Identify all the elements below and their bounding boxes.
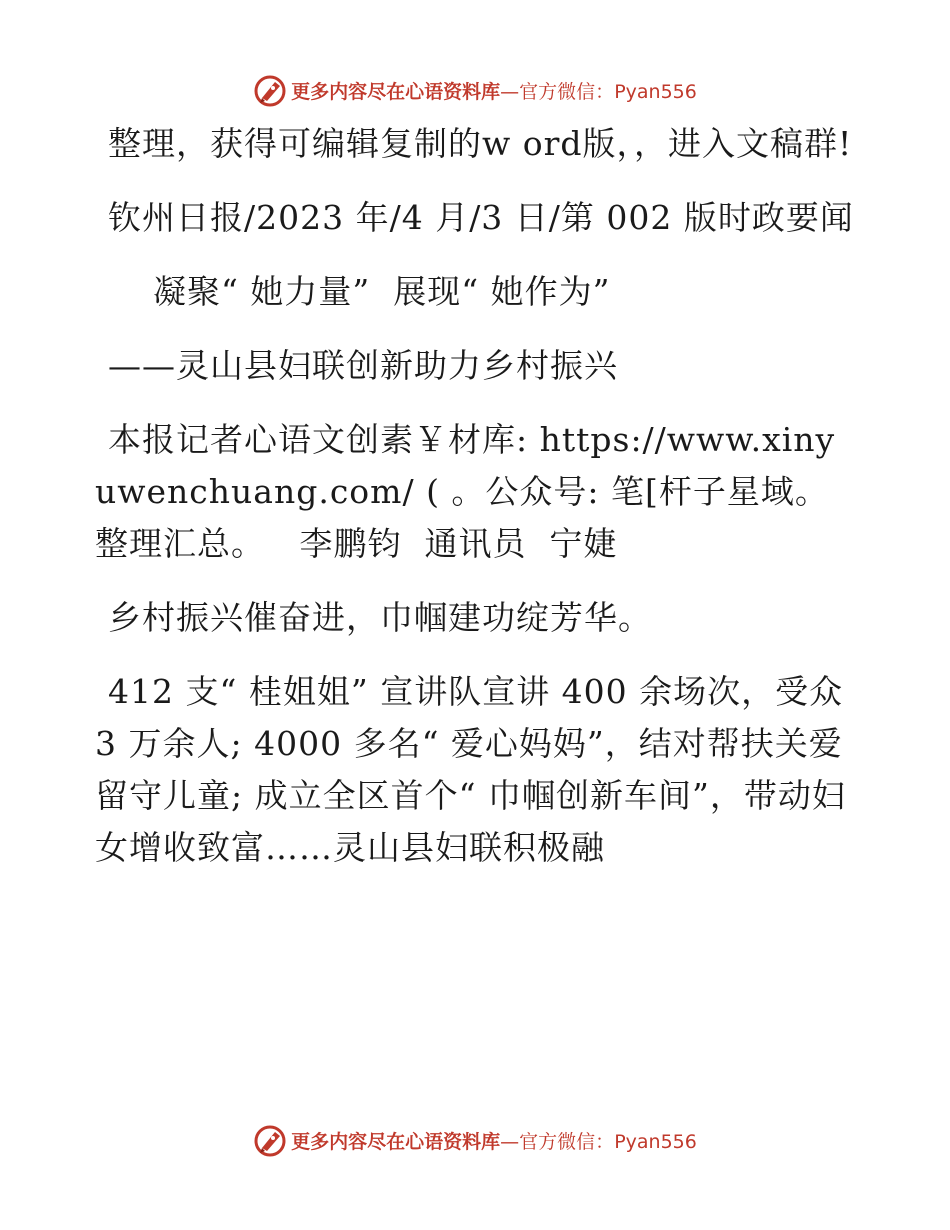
- document-body: [95, 118, 855, 874]
- footer-banner: [0, 1120, 950, 1160]
- wechat-label: 官方微信：: [519, 1130, 615, 1153]
- wechat-label: 官方微信：: [519, 80, 615, 103]
- banner-title: 更多内容尽在心语资料库: [291, 80, 501, 103]
- source-line: 钦州日报/2023 年/4 月/3 日/第 002 版时政要闻: [108, 198, 854, 237]
- wechat-id: Pyan556: [614, 80, 697, 103]
- header-banner: [0, 70, 950, 110]
- banner-separator: —: [500, 1130, 520, 1153]
- byline-paragraph: 本报记者心语文创素￥材库: https://www.xinyuwenchuang.com/ ( 。公众号: 笔[杆子星域。整理汇总。 李鹏钧 通讯员 宁婕: [95, 420, 836, 563]
- article-subtitle: ——灵山县妇联创新助力乡村振兴: [108, 346, 618, 385]
- pen-logo-icon: [253, 73, 287, 107]
- body-paragraph: 412 支“ 桂姐姐” 宣讲队宣讲 400 余场次，受众 3 万余人; 4000 多名“ 爱心妈妈”，结对帮扶关爱留守儿童; 成立全区首个“ 巾帼创新车间”，带动妇女增收致富……灵山县妇联积极融: [95, 672, 855, 867]
- slogan-paragraph: 乡村振兴催奋进，巾帼建功绽芳华。: [108, 598, 652, 637]
- banner-text: [291, 77, 697, 104]
- intro-paragraph: 整理，获得可编辑复制的w ord版，，进入文稿群!: [108, 124, 853, 163]
- banner-text: [291, 1127, 697, 1154]
- article-title: 凝聚“ 她力量” 展现“ 她作为”: [153, 272, 611, 311]
- banner-separator: —: [500, 80, 520, 103]
- wechat-id: Pyan556: [614, 1130, 697, 1153]
- banner-title: 更多内容尽在心语资料库: [291, 1130, 501, 1153]
- pen-logo-icon: [253, 1123, 287, 1157]
